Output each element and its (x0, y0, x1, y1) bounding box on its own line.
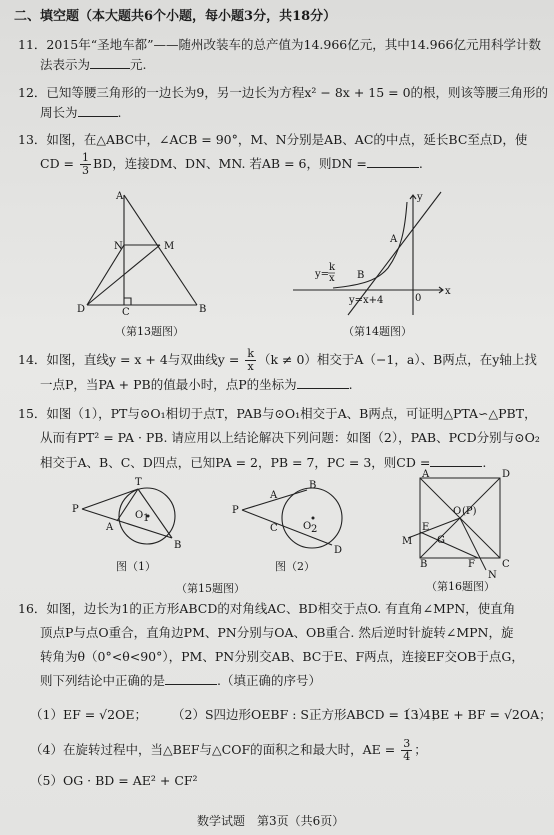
q12-line1: 12．已知等腰三角形的一边长为9，另一边长为方程x² − 8x + 15 = 0的根，则该等腰三角形的 (18, 85, 549, 100)
q13-fraction (80, 152, 91, 177)
fig14-label-x: x (445, 286, 451, 297)
q11-answer-blank (90, 56, 130, 69)
figure-16 (400, 470, 520, 580)
fig16-caption: （第16题图） (426, 580, 495, 593)
q15-answer-blank (430, 454, 482, 467)
q16-opt4-den: 4 (403, 750, 411, 763)
q14-line2a: 一点P，当PA + PB的值最小时，点P的坐标为 (40, 377, 297, 392)
figure-13 (72, 188, 222, 318)
fig15-2-label-sub: 2 (311, 524, 318, 535)
fig15-1-label-P: P (72, 504, 79, 515)
q14-frac-den: x (247, 360, 254, 373)
fig15-1-label-B: B (174, 540, 182, 551)
fig15-1-label-sub: 1 (143, 513, 150, 524)
q15-line3b: . (482, 455, 487, 470)
q13-frac-den: 3 (82, 164, 90, 177)
fig14-caption: （第14题图） (343, 325, 412, 338)
q11-line2 (40, 56, 147, 73)
fig13-label-C: C (122, 307, 130, 318)
q16-option-5: （5）OG · BD = AE² + CF² (30, 773, 198, 788)
fig13-label-B: B (199, 304, 207, 315)
fig16-label-M: M (402, 536, 413, 547)
q13-frac-num: 1 (82, 151, 90, 164)
q13-line2a: CD = (40, 156, 75, 171)
q15-line2: 从而有PT² = PA · PB. 请应用以上结论解决下列问题：如图（2），PAB、PCD分别与⊙O₂ (40, 430, 540, 445)
q12-line2: 周长为 . (40, 105, 122, 120)
q16-option-3: （3）BE + BF = √2OA； (398, 707, 552, 722)
q13-line2 (40, 152, 423, 177)
fig15-2-label-A: A (270, 490, 278, 501)
fig15-2-label-C: C (270, 523, 278, 534)
fig15-caption: （第15题图） (176, 582, 245, 595)
q14-line1b: （k ≠ 0）相交于A（−1，a）、B两点，在y轴上找 (257, 352, 537, 367)
q15-line1: 15．如图（1），PT与⊙O₁相切于点T，PAB与⊙O₁相交于A、B两点，可证明△PTA∽△PBT， (18, 406, 537, 421)
q16-option-4 (30, 738, 427, 763)
q16-option-2: （2）S四边形OEBF : S正方形ABCD = 1 : 4； (172, 707, 444, 722)
fig16-label-O: O (453, 506, 462, 517)
fig16-label-P: (P) (462, 506, 477, 517)
q16-opt4-fraction (401, 738, 412, 763)
q16-opt4a: （4）在旋转过程中，当△BEF与△COF的面积之和最大时，AE = (30, 742, 396, 757)
fig14-label-A: A (390, 234, 398, 245)
fig13-label-M: M (164, 241, 175, 252)
fig13-label-N: N (114, 241, 123, 252)
fig14-line-label: y=x+4 (349, 295, 384, 306)
figure-14 (293, 190, 463, 320)
fig15-1-label-A: A (106, 522, 114, 533)
fig14-curve-k: k (329, 262, 336, 273)
fig14-curve-label: y= (315, 269, 330, 280)
q13-answer-blank (367, 155, 419, 168)
q11-line2a: 法表示为 (40, 57, 91, 72)
fig16-label-N: N (488, 570, 497, 581)
q16-answer-blank (165, 672, 217, 685)
q11-line1: 11．2015年“圣地车都”——随州改装车的总产值为14.966亿元，其中14.966亿元用科学计数 (18, 37, 541, 52)
q15-line3a: 相交于A、B、C、D四点，已知PA = 2，PB = 7，PC = 3，则CD = (40, 455, 431, 470)
q16-line3: 转角为θ（0°<θ<90°），PM、PN分别交AB、BC于E、F两点，连接EF交OB于点G， (40, 649, 524, 664)
fig15-1-label-O: O (135, 510, 144, 521)
fig16-label-F: F (468, 559, 475, 570)
fig15-sub1: 图（1） (116, 560, 156, 573)
fig13-label-D: D (77, 304, 86, 315)
q13-line2b: BD，连接DM、DN、MN. 若AB = 6，则DN = (93, 156, 367, 171)
fig15-sub2: 图（2） (275, 560, 315, 573)
fig14-label-B: B (357, 270, 365, 281)
q14-fraction (245, 348, 256, 373)
fig15-2-label-O: O (303, 521, 312, 532)
fig14-label-O: 0 (415, 293, 422, 304)
section-title: 二、填空题（本大题共6个小题，每小题3分，共18分） (14, 9, 337, 24)
fig15-2-label-B: B (309, 480, 317, 491)
q13-line2c: . (418, 156, 423, 171)
fig16-label-A: A (422, 469, 430, 480)
fig14-curve-x: x (329, 273, 335, 284)
fig16-label-B: B (420, 559, 428, 570)
fig13-caption: （第13题图） (115, 325, 184, 338)
q16-option-1: （1）EF = √2OE； (30, 707, 147, 722)
q16-opt4-num: 3 (403, 737, 411, 750)
q14-frac-num: k (247, 347, 254, 360)
q12-answer-blank (78, 104, 118, 117)
q14-line1 (18, 348, 537, 373)
q16-line1: 16．如图，边长为1的正方形ABCD的对角线AC、BD相交于点O. 有直角∠MPN，使直角 (18, 601, 516, 616)
q14-line2b: . (348, 377, 353, 392)
fig16-label-C: C (502, 559, 510, 570)
q16-opt4b: ； (414, 742, 427, 757)
q14-answer-blank (297, 376, 349, 389)
figure-15-2 (232, 478, 352, 558)
figure-15-1 (72, 478, 192, 558)
q15-line3 (40, 454, 486, 471)
fig16-label-E: E (422, 522, 430, 533)
q16-line4b: .（填正确的序号） (217, 673, 321, 688)
q14-line1a: 14．如图，直线y = x + 4与双曲线y = (18, 352, 240, 367)
q16-line2: 顶点P与点O重合，直角边PM、PN分别与OA、OB重合. 然后逆时针旋转∠MPN，旋 (40, 625, 514, 640)
fig15-1-label-T: T (135, 477, 142, 488)
page-footer: 数学试题 第3页（共6页） (197, 814, 345, 828)
fig16-label-D: D (502, 469, 511, 480)
fig16-label-G: G (437, 535, 445, 546)
q13-line1: 13．如图，在△ABC中，∠ACB = 90°，M、N分别是AB、AC的中点，延长BC至点D，使 (18, 132, 528, 147)
q16-line4a: 则下列结论中正确的是 (40, 673, 166, 688)
fig15-2-label-D: D (334, 545, 343, 556)
q12-line2-text: 周长为 (40, 105, 78, 120)
fig15-2-label-P: P (232, 505, 239, 516)
q11-line2b: 元. (130, 57, 147, 72)
fig13-label-A: A (116, 191, 124, 202)
fig14-label-y: y (417, 192, 423, 203)
q16-line4 (40, 672, 321, 689)
q14-line2 (40, 376, 353, 393)
